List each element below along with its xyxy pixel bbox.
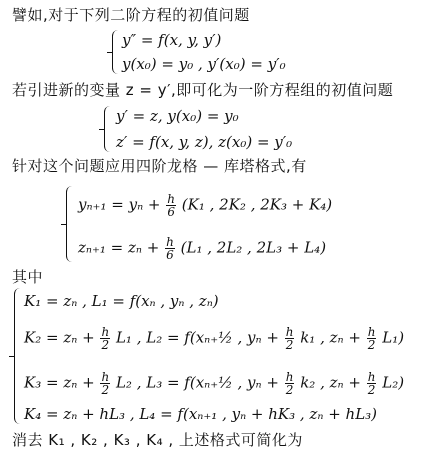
eq1-row2: y(x₀) = y₀ , y′(x₀) = y′₀ [122,55,286,73]
intro-text-5: 消去 K₁ , K₂ , K₃ , K₄ , 上述格式可简化为 [12,431,303,449]
intro-text-2: 若引进新的变量 z = y′,即可化为一阶方程组的初值问题 [12,81,394,99]
eq4-row2-frac-1 [100,326,110,351]
eq4-row2-frac-3 [367,326,377,351]
intro-text-4: 其中 [12,268,44,286]
eq4-row2 [24,326,404,351]
eq4-row1: K₁ = zₙ , L₁ = f(xₙ , yₙ , zₙ) [24,292,219,310]
eq4-row3-part-d: L₂) [382,373,405,392]
eq4-row2-part-a: K₂ = zₙ + [24,328,95,347]
eq4-row4: K₄ = zₙ + hL₃ , L₄ = f(xₙ₊₁ , yₙ + hK₃ , zₙ + hL₃) [24,405,378,423]
eq3-row2-rhs: (L₁ , 2L₂ , 2L₃ + L₄) [180,238,327,257]
frac-den: 2 [285,383,294,397]
intro-text-1: 譬如,对于下列二阶方程的初值问题 [12,6,250,24]
intro-text-3: 针对这个问题应用四阶龙格 — 库塔格式,有 [12,157,307,175]
eq4-row2-part-c: k₁ , zₙ + [300,328,361,347]
eq3-row1-frac [166,193,176,218]
eq3-row1 [78,193,332,218]
frac-den: 2 [101,338,110,352]
eq4-row3-frac-1 [100,371,110,396]
eq3-row2-frac [165,236,175,261]
eq3-row1-lhs: yₙ₊₁ = yₙ + [78,195,161,214]
eq4-row2-frac-2 [285,326,295,351]
frac-den: 2 [367,338,376,352]
frac-num: h [285,370,294,384]
frac-num: h [367,325,376,339]
frac-den: 2 [101,383,110,397]
brace-eq1 [112,30,121,74]
eq3-row1-rhs: (K₁ , 2K₂ , 2K₃ + K₄) [181,195,333,214]
eq4-row3-part-a: K₃ = zₙ + [24,373,95,392]
eq1-row1: y″ = f(x, y, y′) [122,31,222,49]
eq4-row3-frac-3 [367,371,377,396]
frac-num: h [285,325,294,339]
frac-num: h [101,370,110,384]
eq3-row2 [78,236,326,261]
eq2-row1: y′ = z, y(x₀) = y₀ [116,107,239,125]
eq4-row3 [24,371,404,396]
frac-num: h [367,370,376,384]
frac-num: h [166,235,174,249]
frac-num: h [101,325,110,339]
frac-den: 2 [285,338,294,352]
frac-num: h [167,192,175,206]
eq4-row3-part-c: k₂ , zₙ + [300,373,361,392]
brace-eq4 [14,288,23,424]
eq4-row3-part-b: L₂ , L₃ = f(xₙ₊½ , yₙ + [115,373,279,392]
brace-eq3 [66,186,75,262]
eq4-row2-part-b: L₁ , L₂ = f(xₙ₊½ , yₙ + [115,328,279,347]
eq4-row3-frac-2 [285,371,295,396]
frac-den: 6 [167,205,175,219]
frac-den: 6 [166,248,174,262]
eq4-row2-part-d: L₁) [382,328,405,347]
eq2-row2: z′ = f(x, y, z), z(x₀) = y′₀ [116,133,293,151]
frac-den: 2 [367,383,376,397]
brace-eq2 [104,106,113,152]
eq3-row2-lhs: zₙ₊₁ = zₙ + [78,238,160,257]
